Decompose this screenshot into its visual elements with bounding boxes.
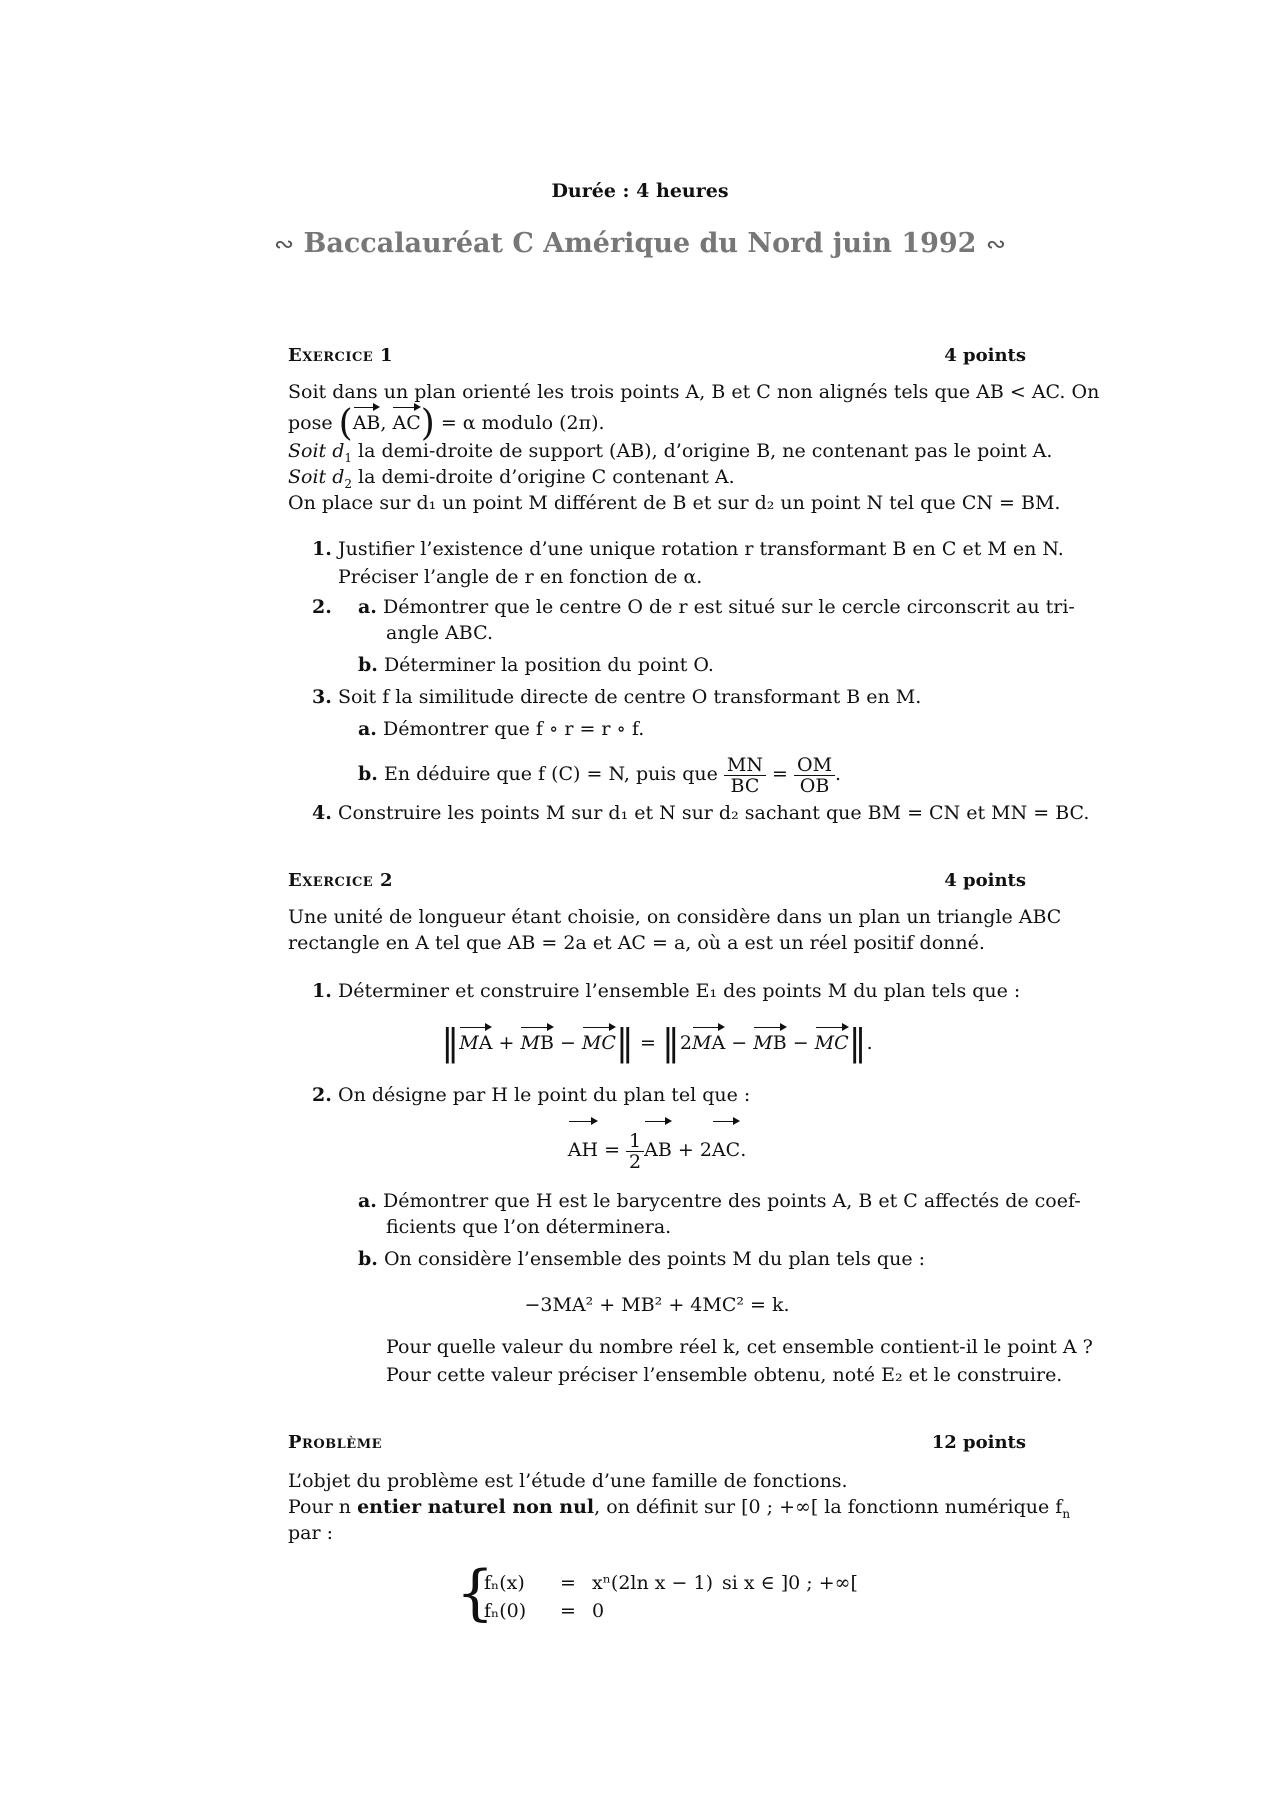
frac-num-om: OM xyxy=(797,753,833,776)
exercise-1-points: 4 points xyxy=(944,345,1026,366)
norm-close-2: ‖ xyxy=(848,1023,867,1064)
ex2-q2b-text: On considère l’ensemble des points M du plan tels que : xyxy=(383,1248,925,1270)
sys1-cond: si x ∈ ]0 ; +∞[ xyxy=(722,1572,858,1594)
vec-mc-2: MC xyxy=(815,1026,849,1056)
duration: Durée : 4 heures xyxy=(551,180,729,202)
vector-ac: AC xyxy=(392,406,420,436)
frac-den-ob: OB xyxy=(794,775,835,796)
ex1-q4-text: Construire les points M sur d₁ et N sur d₂ sachant que BM = CN et MN = BC. xyxy=(338,802,1090,824)
ex2-q1-text: Déterminer et construire l’ensemble E₁ des points M du plan tels que : xyxy=(338,980,1021,1002)
ex1-q1-number: 1. xyxy=(312,538,332,560)
ex1-intro4a: Soit d xyxy=(288,466,345,488)
ex1-q4-number: 4. xyxy=(312,802,332,824)
ex1-q1-line2: Préciser l’angle de r en fonction de α. xyxy=(338,566,703,588)
ex1-intro4b: la demi-droite d’origine C contenant A. xyxy=(352,466,735,488)
ex2-q2b-line2: Pour quelle valeur du nombre réel k, cet ensemble contient-il le point A ? xyxy=(386,1336,1093,1358)
ex1-intro-2: pose (AB, AC) = α modulo (2π). xyxy=(288,403,605,444)
ex1-intro-3: Soit $d_1$ la demi-droite de support (AB), d’origine B, ne contenant pas le point A. xyxy=(288,440,1053,465)
ex2-eq1: ‖MA + MB − MC‖ = ‖2MA − MB − MC‖. xyxy=(441,1023,873,1064)
sys1-lhs: fₙ(x) xyxy=(484,1572,525,1594)
ex1-q3b-label: b. xyxy=(358,763,378,785)
ex1-q2b-label: b. xyxy=(358,654,378,676)
frac-den-2: 2 xyxy=(626,1151,644,1172)
ex1-intro-4: Soit $d_2$ la demi-droite d’origine C contenant A. xyxy=(288,466,735,491)
prob-line2c: , on définit sur [0 ; +∞[ la fonctionn numérique f xyxy=(594,1496,1063,1518)
problem-title: Problème xyxy=(288,1432,382,1453)
ex1-q3-number: 3. xyxy=(312,686,332,708)
ex1-intro-5: On place sur d₁ un point M différent de B et sur d₂ un point N tel que CN = BM. xyxy=(288,492,1061,514)
prob-line-3: par : xyxy=(288,1522,334,1544)
problem-header xyxy=(288,1432,1026,1453)
system-brace: { xyxy=(456,1558,495,1628)
sys2-eq: = xyxy=(560,1600,576,1622)
ex2-q1 xyxy=(312,978,1020,1004)
sys2-lhs: fₙ(0) xyxy=(484,1600,527,1622)
ex2-eq2: AH = $\frac{1}{2}$ AB + 2AC. xyxy=(288,1120,1026,1176)
norm-open: ‖ xyxy=(441,1023,460,1064)
exercise-2-title: Exercice 2 xyxy=(288,870,393,891)
vec-ac-2: AC xyxy=(712,1120,740,1176)
ex1-intro3a: Soit d xyxy=(288,440,345,462)
vec-ma: MA xyxy=(459,1026,492,1056)
prob-line-1: L’objet du problème est l’étude d’une famille de fonctions. xyxy=(288,1470,848,1492)
ex1-q4 xyxy=(312,800,1089,826)
ex2-q2b-label: b. xyxy=(358,1248,378,1270)
exercise-2-points: 4 points xyxy=(944,870,1026,891)
ex1-q2b xyxy=(358,652,714,678)
sys2-rhs: 0 xyxy=(592,1600,605,1622)
ex1-q3-text: Soit f la similitude directe de centre O transformant B en M. xyxy=(338,686,922,708)
ex1-q2-num: 2. xyxy=(312,596,332,618)
norm-close: ‖ xyxy=(615,1023,634,1064)
norm-open-2: ‖ xyxy=(661,1023,680,1064)
ex2-intro-2: rectangle en A tel que AB = 2a et AC = a, où a est un réel positif donné. xyxy=(288,932,985,954)
ex1-q2a-label: a. xyxy=(358,596,377,618)
ex2-q2-number: 2. xyxy=(312,1084,332,1106)
ex1-q2a-line2: angle ABC. xyxy=(386,622,494,644)
ex1-q2a-line1: Démontrer que le centre O de r est situé sur le cercle circonscrit au tri- xyxy=(382,596,1075,618)
ex1-q1-line1: Justifier l’existence d’une unique rotation r transformant B en C et M en N. xyxy=(338,538,1064,560)
prob-line-2: Pour n entier naturel non nul, on définit sur [0 ; +∞[ la fonctionn numérique $f_n$ xyxy=(288,1496,1071,1521)
ex2-q2a-label: a. xyxy=(358,1190,377,1212)
paren-open: ( xyxy=(338,403,353,444)
vec-mb: MB xyxy=(520,1026,553,1056)
ex1-q2b-text: Déterminer la position du point O. xyxy=(383,654,714,676)
fraction-om-ob xyxy=(794,755,835,796)
prob-line2b: entier naturel non nul xyxy=(357,1496,595,1518)
ex1-q3b: b. En déduire que f (C) = N, puis que $\frac{MN}{BC}$ = $\frac{OM}{OB}$ . xyxy=(358,753,842,797)
ornament-left-icon: ∾ xyxy=(274,230,295,258)
vector-ab: AB xyxy=(353,406,381,436)
vec-mb-2: MB xyxy=(753,1026,786,1056)
problem-points: 12 points xyxy=(931,1432,1026,1453)
ex2-q2b-line3: Pour cette valeur préciser l’ensemble obtenu, noté E₂ et le construire. xyxy=(386,1364,1063,1386)
document-title xyxy=(0,228,1280,259)
sys1-eq: = xyxy=(560,1572,576,1594)
ex1-q3a-label: a. xyxy=(358,718,377,740)
prob-line2a: Pour n xyxy=(288,1496,358,1518)
ornament-right-icon: ∾ xyxy=(985,230,1006,258)
vec-ma-2: MA xyxy=(692,1026,725,1056)
frac-den-bc: BC xyxy=(724,775,766,796)
ex2-q2 xyxy=(312,1082,750,1108)
ex1-intro3b: la demi-droite de support (AB), d’origine B, ne contenant pas le point A. xyxy=(352,440,1053,462)
paren-close: ) xyxy=(420,403,435,444)
ex2-q2a-line2: ficients que l’on déterminera. xyxy=(386,1216,672,1238)
ex2-q2-text: On désigne par H le point du plan tel que : xyxy=(338,1084,751,1106)
sys1-rhs: xⁿ(2ln x − 1) xyxy=(592,1572,714,1594)
ex1-q3b-text: En déduire que f (C) = N, puis que xyxy=(383,763,718,785)
ex1-pose: pose xyxy=(288,412,333,434)
fraction-one-half xyxy=(626,1131,644,1172)
exercise-1-header xyxy=(288,345,1026,366)
ex2-intro-1: Une unité de longueur étant choisie, on considère dans un plan un triangle ABC xyxy=(288,906,1062,928)
ex1-q2-number xyxy=(312,594,338,620)
ex1-q3a xyxy=(358,716,644,742)
vec-ah: AH xyxy=(568,1120,598,1176)
exercise-2-header xyxy=(288,870,1026,891)
vec-ab-2: AB xyxy=(644,1120,672,1176)
ex2-q1-number: 1. xyxy=(312,980,332,1002)
ex2-q2a-line1: Démontrer que H est le barycentre des points A, B et C affectés de coef- xyxy=(382,1190,1081,1212)
frac-num-1: 1 xyxy=(629,1129,642,1152)
title-text: Baccalauréat C Amérique du Nord juin 1992 xyxy=(303,228,977,259)
frac-num-mn: MN xyxy=(726,753,764,776)
ex1-q3a-text: Démontrer que f ∘ r = r ∘ f. xyxy=(382,718,645,740)
vec-mc: MC xyxy=(582,1026,616,1056)
ex1-intro-1: Soit dans un plan orienté les trois points A, B et C non alignés tels que AB < AC. On xyxy=(288,381,1100,403)
fraction-mn-bc xyxy=(724,755,766,796)
ex2-q2b xyxy=(358,1246,925,1272)
ex1-q2a xyxy=(358,594,1075,620)
exercise-1-title: Exercice 1 xyxy=(288,345,393,366)
ex1-q1 xyxy=(312,536,1064,562)
ex1-q3 xyxy=(312,684,921,710)
ex2-eq3: −3MA² + MB² + 4MC² = k. xyxy=(524,1294,790,1316)
ex1-modulo: = α modulo (2π). xyxy=(440,412,605,434)
ex2-q2a xyxy=(358,1188,1081,1214)
